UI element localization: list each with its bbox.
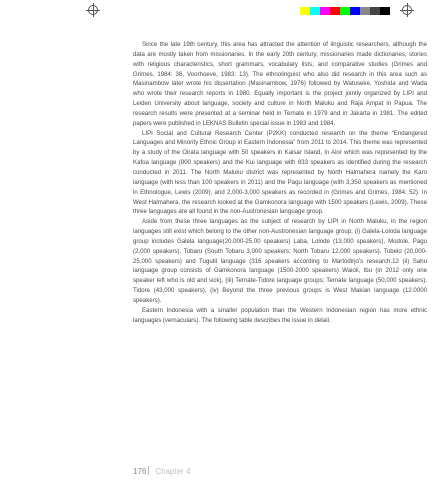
color-swatch — [330, 7, 340, 15]
chapter-label: Chapter 4 — [155, 467, 191, 476]
paragraph: LIPI Social and Cultural Research Center (P2KK) conducted research on the theme “Endangered Languages and Minority Ethnic Group in Eastern Indonesia” from 2011 to 2014. This theme was represented by a study of the Oirata language with 50 speakers in Kaisar Island, in Alor which was represented by the Kafoa language (800 speakers) and the Kui language with 833 speakers as identified during the research conducted in 2011. The North Maluku district was represented by North Halmahera namely the Karo language (with less than 100 speakers in 2011) and the Pagu language (with 3,350 speakers as mentioned in Ethnologue, Lewis (2009), and 2,000-3,000 speakers as recorded in (Grimes and Grimes, 1984: 52). In West Halmahera, the research looked at the Gamkonora language with 1500 speakers (Lewis, 2009). These three languages are all found in the non-Austronesian language group. — [133, 129, 427, 216]
page-footer — [133, 466, 191, 476]
paragraph: Aside from these three languages as the subject of research by LIPI in North Maluku, in the region languages still exist which belong to the other non-Austronesian language group; (i) Galela-Loloda language group includes Galela language(20.000-25.00 speakers) Laba, Lolode (13,000 speakers), Modole, Pagu (2,000 speakers), Tobaru (South Tobaru 3,000 speakers; North Tobaru 12,000 speakers), Tobelo (20,000-25,000 speakers) and Tugutil language (316 speakers according to Martodirjo’s research.12 (ii) Sahu language group consists of Gamkonora language (1500-2000 speakers) Waioli, Ibu (in 2012 only one speaker left who is old and sick), (iii) Ternate-Tidore language groups; Ternate language (50,000 speakers), Tidore (43,000 speakers), (iv) Beyond the three previous groups is West Makian language (12.0000 speakers). — [133, 218, 427, 304]
paragraph: Eastern Indonesia with a smaller population than the Western Indonesian region has more ethnic languages (vernaculars). The following table describes the issue in detail. — [133, 306, 427, 324]
color-swatch — [360, 7, 370, 15]
footer-divider — [148, 466, 149, 475]
color-swatch — [370, 7, 380, 15]
registration-mark-right-icon — [402, 5, 412, 15]
color-swatch — [350, 7, 360, 15]
color-swatch — [310, 7, 320, 15]
color-swatch — [320, 7, 330, 15]
color-swatch — [380, 7, 390, 15]
print-marks — [0, 3, 439, 19]
page-number: 176 — [133, 467, 147, 476]
registration-mark-left-icon — [88, 5, 98, 15]
body-text — [133, 40, 427, 325]
color-swatch — [300, 7, 310, 15]
color-calibration-bar — [300, 7, 390, 15]
paragraph: Since the late 19th century, this area has attracted the attention of linguistic researchers, although the data are mostly taken from missionaries. In the early 20th century, missionaries made dictionaries, stories with religious characteristics, short grammars, vocabulary lists, and comparative studies (Grimes and Grimes, 1984: 36, Voorhoeve, 1983: 13). The ethnolinguist who also did research in this area such as Masinambow later wrote his dissertation (Masinambow, 1976) followed by Watuseke, Yoshida and Wada who wrote their research reports in 1980. Equally important is the project jointly organized by LIPI and Leiden University about language, society and culture in North Maluku and Raja Ampat in Papua. The research results were presented at a seminar held in Ternate in 1979 and in Jakarta in 1981. The edited papers were published in LEKNAS Bulletin special issue in 1983 and 1984. — [133, 41, 427, 127]
color-swatch — [340, 7, 350, 15]
